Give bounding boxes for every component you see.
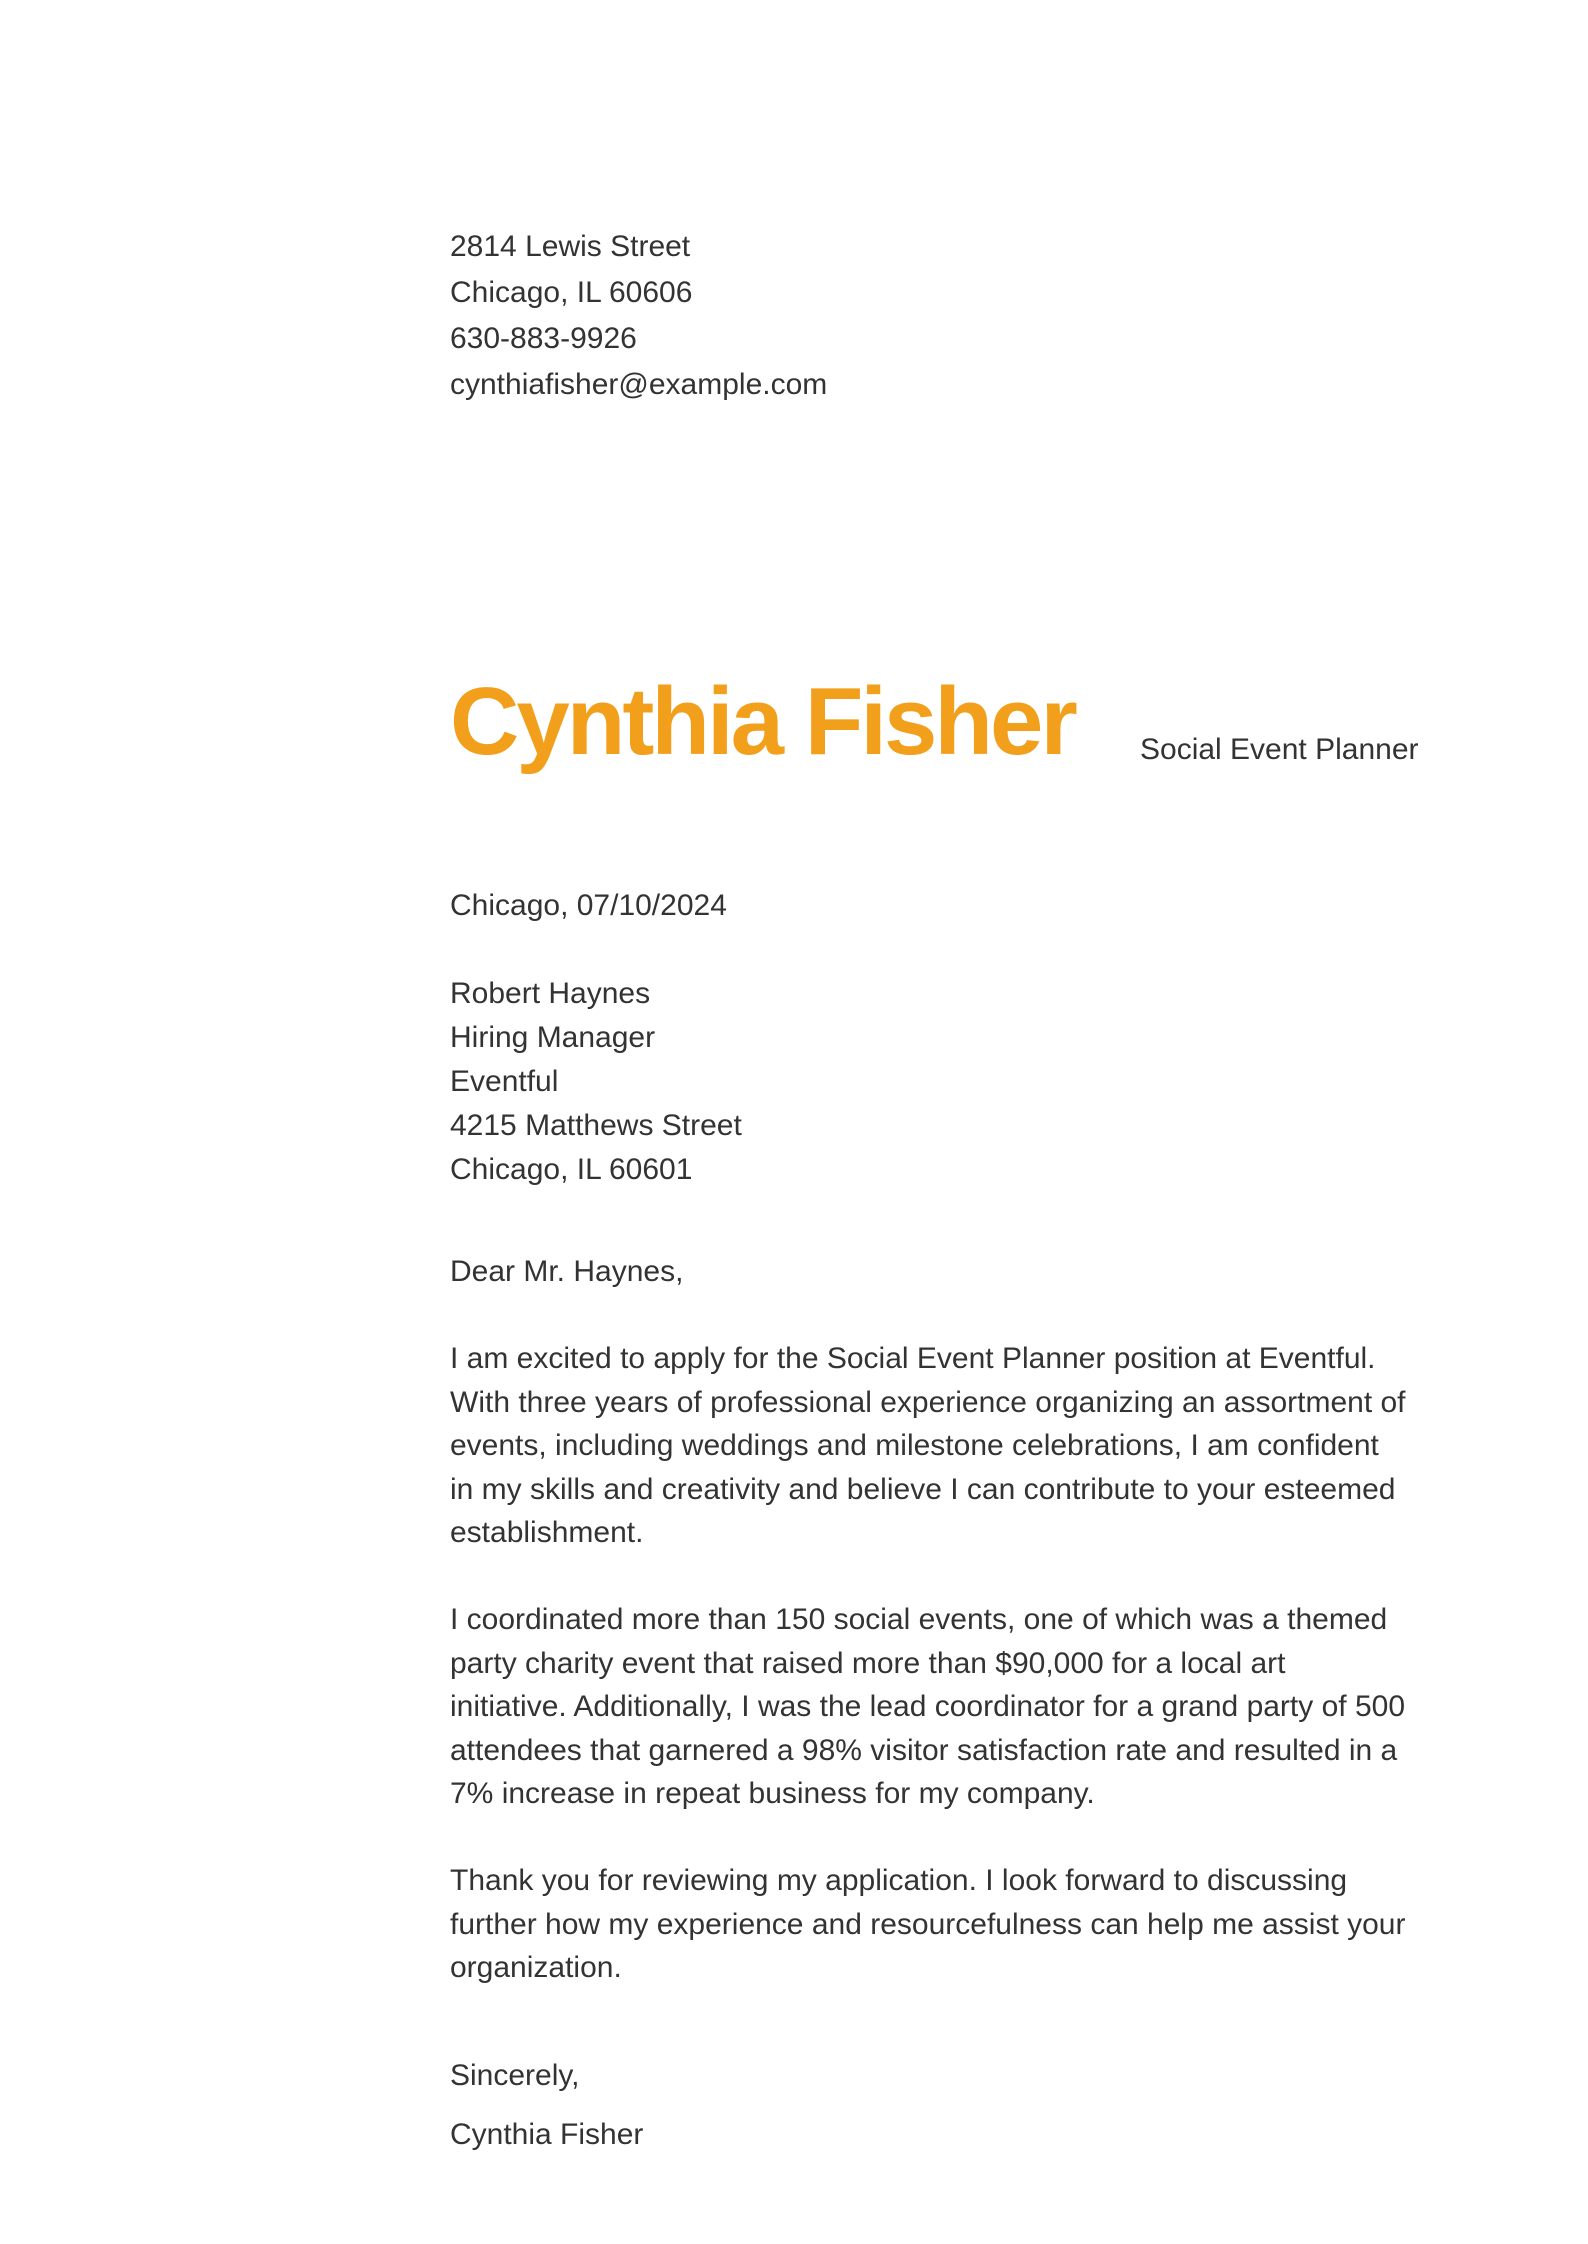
applicant-role: Social Event Planner xyxy=(1140,733,1419,766)
sender-city: Chicago, IL 60606 xyxy=(450,276,693,309)
letter-greeting: Dear Mr. Haynes, xyxy=(450,1255,684,1288)
sender-phone: 630-883-9926 xyxy=(450,322,637,355)
letter-signature: Cynthia Fisher xyxy=(450,2118,644,2151)
sender-address-block xyxy=(450,224,1410,408)
letter-paragraph: Thank you for reviewing my application. I look forward to discussing further how my experience and resourcefulness can help me assist your organization. xyxy=(450,1864,1406,1984)
letter-closing: Sincerely, xyxy=(450,2059,580,2092)
recipient-name: Robert Haynes xyxy=(450,977,651,1010)
letter-date: Chicago, 07/10/2024 xyxy=(450,889,727,922)
letter-paragraph: I coordinated more than 150 social events, one of which was a themed party charity event that raised more than $90,000 for a local art initiative. Additionally, I was the lead coordinator for a grand party of 500 attendees that garnered a 98% visitor satisfaction rate and resulted in a 7% increase in repeat business for my company. xyxy=(450,1603,1406,1810)
recipient-address-block xyxy=(450,972,1410,1192)
recipient-title: Hiring Manager xyxy=(450,1021,656,1054)
letter-paragraph: I am excited to apply for the Social Event Planner position at Eventful. With three years of professional experience organizing an assortment of events, including weddings and milestone celebrations, I am confident in my skills and creativity and believe I can contribute to your esteemed establishment. xyxy=(450,1342,1406,1549)
recipient-company: Eventful xyxy=(450,1065,559,1098)
sender-street: 2814 Lewis Street xyxy=(450,230,691,263)
recipient-street: 4215 Matthews Street xyxy=(450,1109,742,1142)
recipient-city: Chicago, IL 60601 xyxy=(450,1153,693,1186)
sender-email: cynthiafisher@example.com xyxy=(450,368,828,401)
applicant-name: Cynthia Fisher xyxy=(450,668,1075,775)
